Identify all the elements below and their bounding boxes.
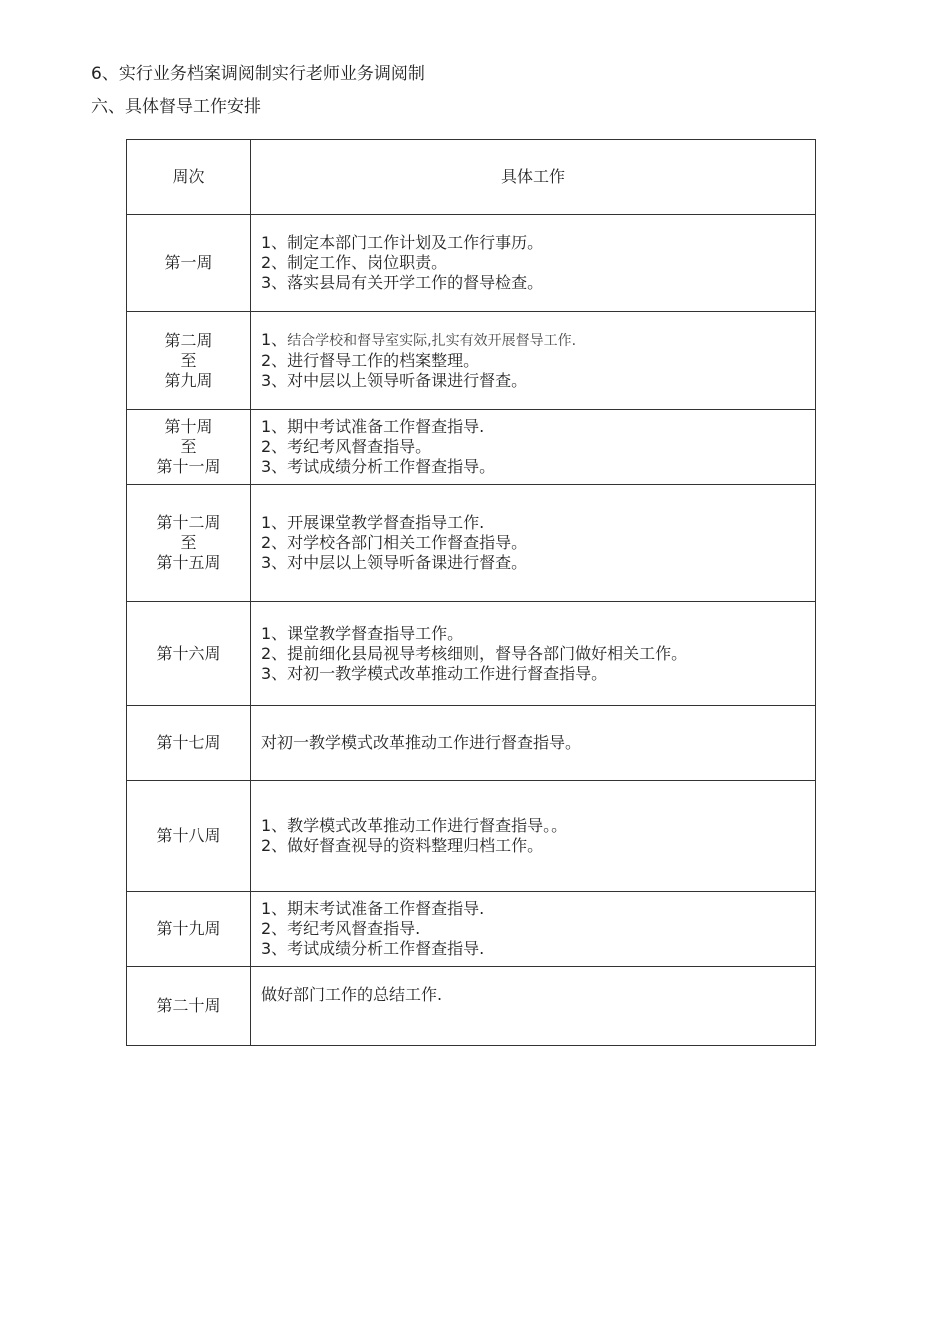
work-cell xyxy=(251,602,816,706)
week-label: 第二周 xyxy=(164,330,213,350)
work-item: 1、期中考试准备工作督查指导. xyxy=(261,417,485,436)
work-cell xyxy=(251,485,816,602)
week-cell xyxy=(127,312,251,410)
work-item-number: 1、 xyxy=(261,330,288,349)
week-cell xyxy=(127,485,251,602)
work-item: 2、考纪考风督查指导. xyxy=(261,919,421,938)
week-label: 第二十周 xyxy=(156,996,221,1015)
work-item: 2、考纪考风督查指导。 xyxy=(261,437,432,456)
week-label: 第九周 xyxy=(164,370,213,390)
week-label: 第一周 xyxy=(164,253,213,272)
work-item: 3、考试成绩分析工作督查指导. xyxy=(261,939,485,958)
week-cell xyxy=(127,410,251,485)
week-cell xyxy=(127,967,251,1046)
work-item: 3、对初一教学模式改革推动工作进行督查指导。 xyxy=(261,663,608,683)
week-label: 第十周 xyxy=(164,417,213,436)
table-header-row xyxy=(127,140,816,215)
table-row xyxy=(127,485,816,602)
week-to: 至 xyxy=(180,437,197,456)
work-item xyxy=(261,330,809,351)
header-week: 周次 xyxy=(127,140,251,215)
week-label: 第十八周 xyxy=(156,826,221,845)
week-label: 第十二周 xyxy=(156,513,221,532)
week-label: 第十七周 xyxy=(156,733,221,752)
header-work: 具体工作 xyxy=(251,140,816,215)
work-cell xyxy=(251,892,816,967)
work-cell xyxy=(251,312,816,410)
week-to: 至 xyxy=(180,350,197,370)
week-cell xyxy=(127,892,251,967)
table-row xyxy=(127,410,816,485)
week-cell xyxy=(127,602,251,706)
work-cell xyxy=(251,410,816,485)
work-item: 2、对学校各部门相关工作督查指导。 xyxy=(261,533,528,552)
week-label: 第十一周 xyxy=(156,457,221,476)
work-item: 1、开展课堂教学督查指导工作. xyxy=(261,513,485,532)
table-row xyxy=(127,967,816,1046)
work-item: 1、课堂教学督查指导工作。 xyxy=(261,623,464,643)
work-item: 1、制定本部门工作计划及工作行事历。 xyxy=(261,233,544,252)
work-item: 3、考试成绩分析工作督查指导。 xyxy=(261,457,496,476)
table-row xyxy=(127,602,816,706)
week-to: 至 xyxy=(180,533,197,552)
table-row xyxy=(127,892,816,967)
table-row xyxy=(127,706,816,781)
week-cell xyxy=(127,706,251,781)
table-row xyxy=(127,215,816,312)
work-item: 1、期末考试准备工作督查指导. xyxy=(261,899,485,918)
table-row xyxy=(127,312,816,410)
section-heading: 六、具体督导工作安排 xyxy=(91,97,261,117)
work-item: 1、教学模式改革推动工作进行督查指导。。 xyxy=(261,816,568,835)
work-item: 2、提前细化县局视导考核细则，督导各部门做好相关工作。 xyxy=(261,643,688,663)
week-label: 第十九周 xyxy=(156,919,221,938)
work-item: 做好部门工作的总结工作. xyxy=(261,985,443,1004)
work-item: 2、做好督查视导的资料整理归档工作。 xyxy=(261,836,544,855)
work-cell xyxy=(251,967,816,1046)
work-item: 3、对中层以上领导听备课进行督查。 xyxy=(261,371,528,390)
work-item-text: 结合学校和督导室实际,扎实有效开展督导工作. xyxy=(287,333,577,349)
work-cell xyxy=(251,706,816,781)
week-cell xyxy=(127,781,251,892)
table-row xyxy=(127,781,816,892)
work-item: 3、对中层以上领导听备课进行督查。 xyxy=(261,553,528,572)
work-item: 2、进行督导工作的档案整理。 xyxy=(261,351,480,370)
schedule-table xyxy=(126,139,816,1046)
week-label: 第十五周 xyxy=(156,553,221,572)
work-item: 对初一教学模式改革推动工作进行督查指导。 xyxy=(261,733,582,752)
work-cell xyxy=(251,781,816,892)
work-item: 2、制定工作、岗位职责。 xyxy=(261,253,448,272)
intro-line-1: 6、实行业务档案调阅制实行老师业务调阅制 xyxy=(91,64,425,84)
week-label: 第十六周 xyxy=(156,643,221,663)
work-cell xyxy=(251,215,816,312)
week-cell xyxy=(127,215,251,312)
work-item: 3、落实县局有关开学工作的督导检查。 xyxy=(261,273,544,292)
